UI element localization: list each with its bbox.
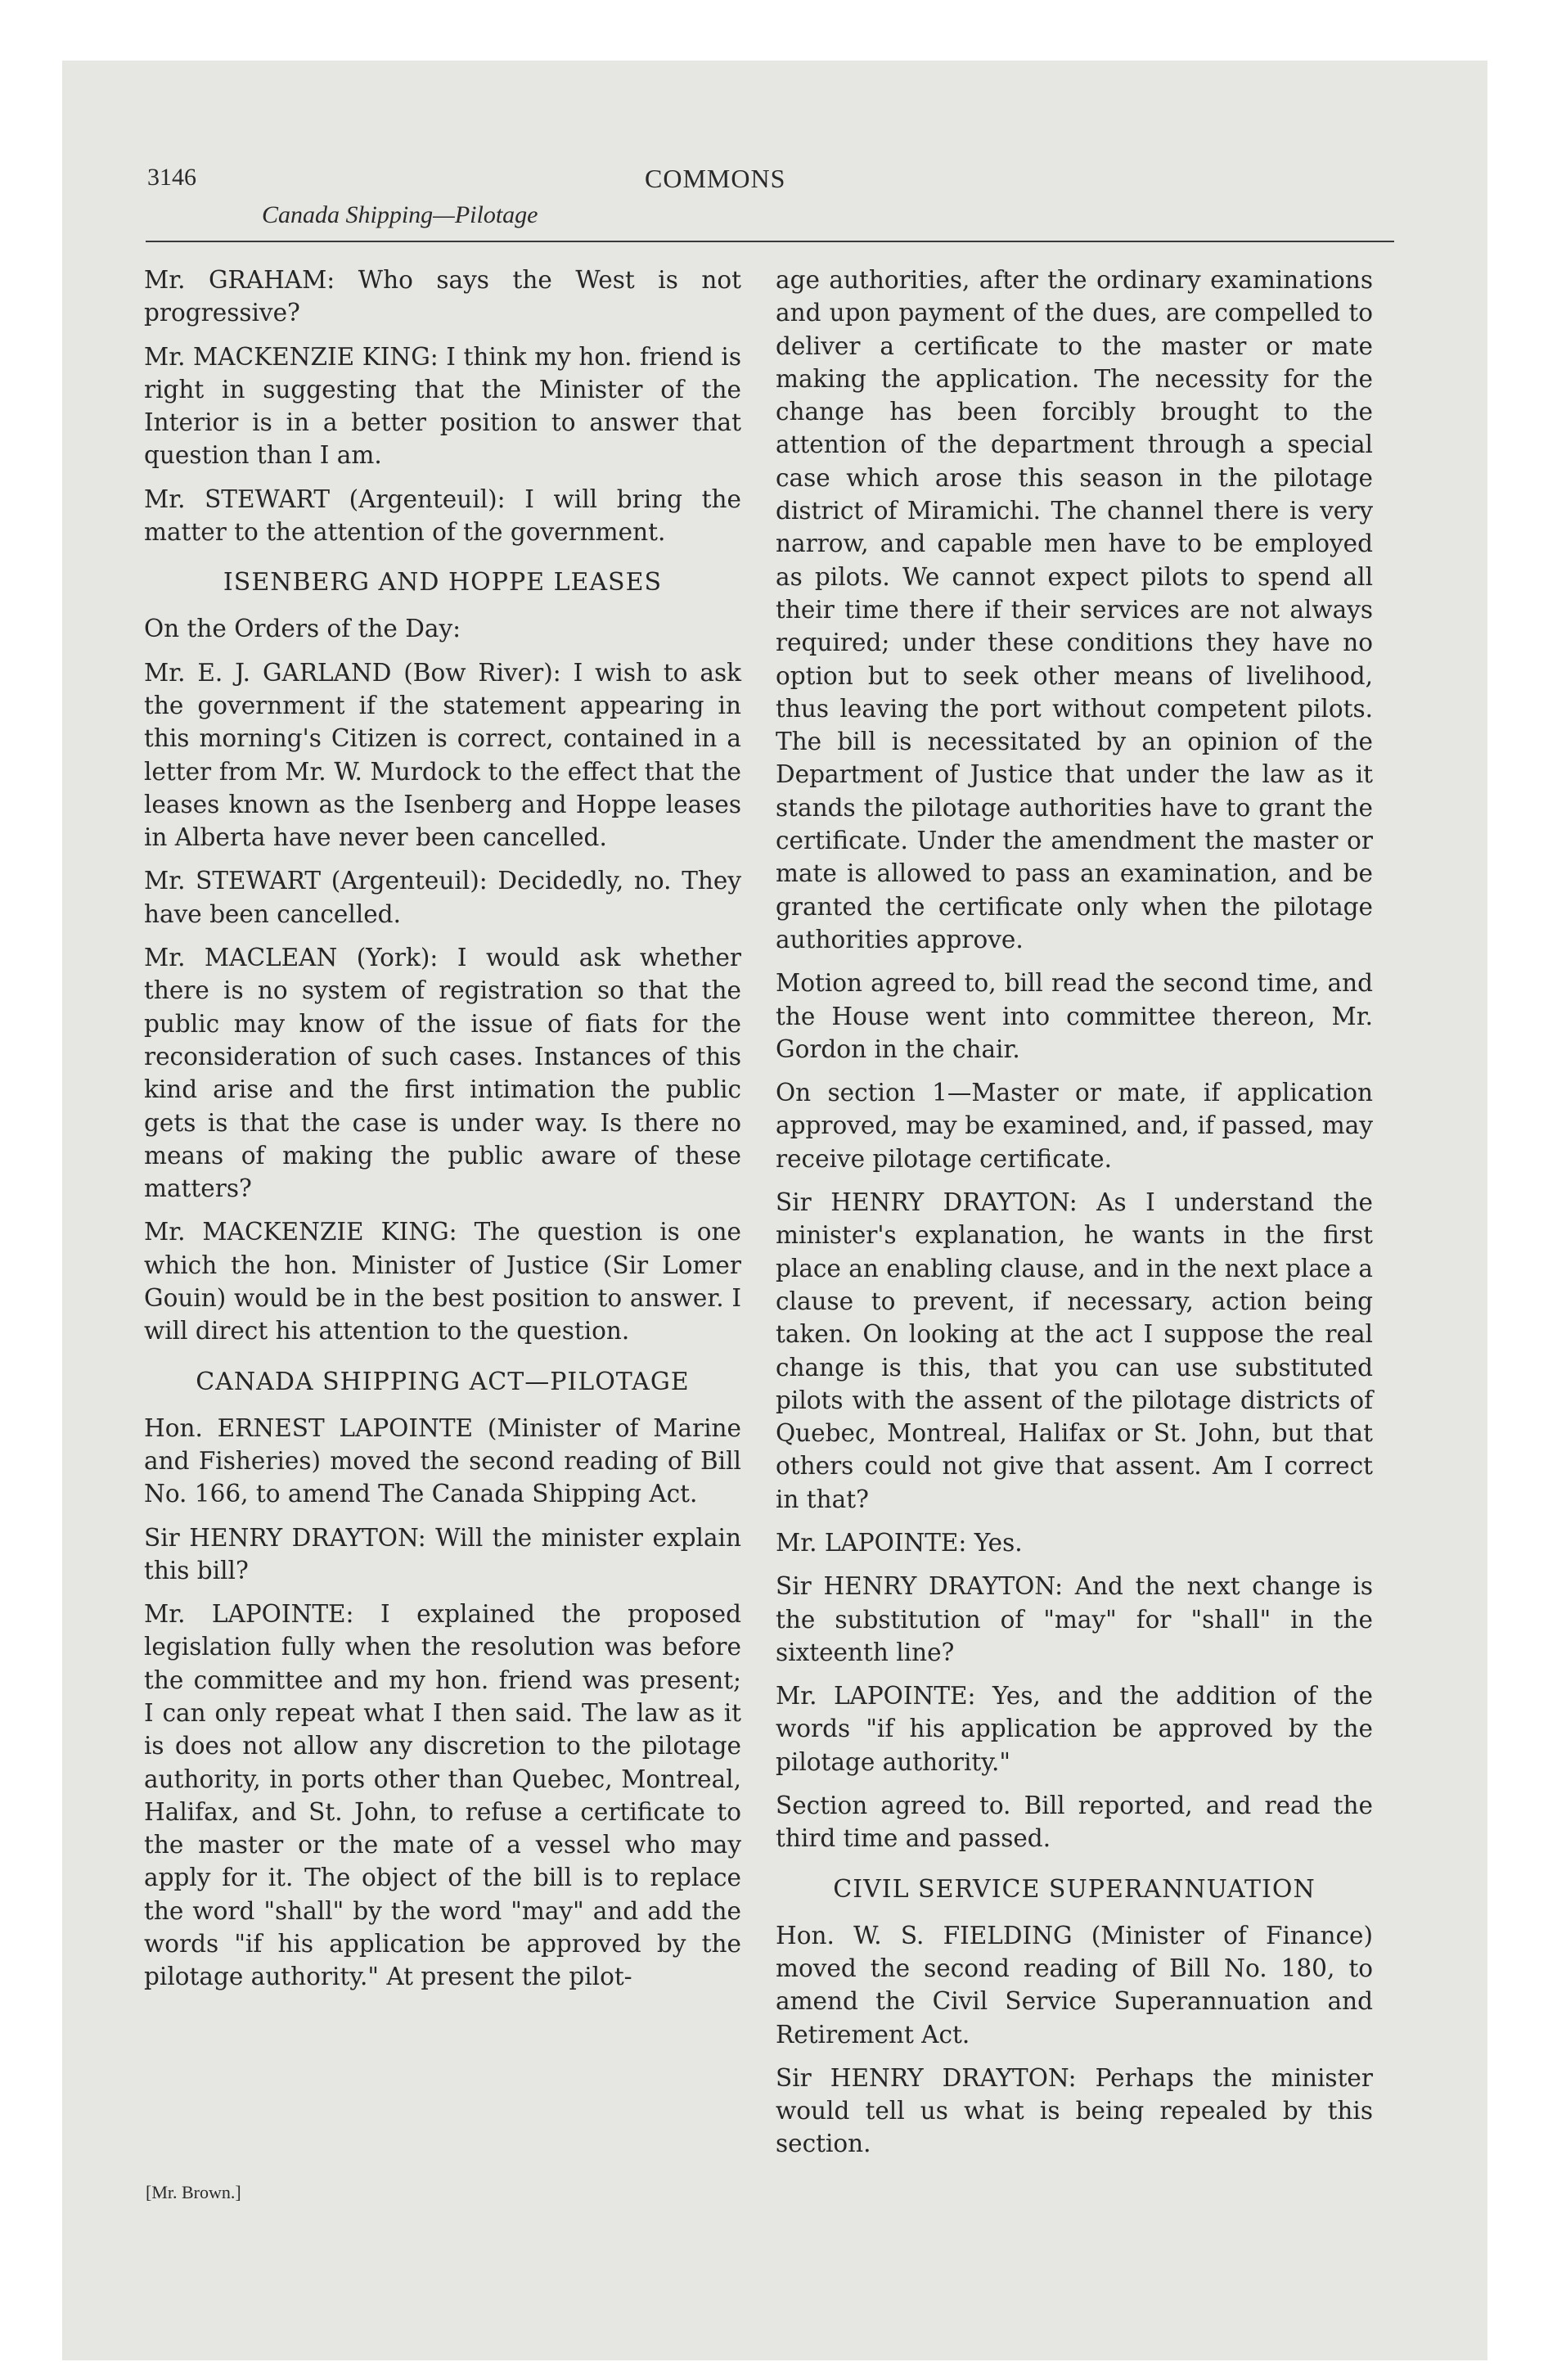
paragraph: age authorities, after the ordinary examinations and upon payment of the dues, are compelled to deliver a certificate to the master or mate making the application. The necessity for the change has been forcibly brought to the attention of the department through a special case which arose this season in the pilotage district of Miramichi. The channel there is very narrow, and capable men have to be employed as pilots. We cannot expect pilots to spend all their time there if their services are not always required; under these conditions they have no option but to seek other means of livelihood, thus leaving the port without competent pilots. The bill is necessitated by an opinion of the Department of Justice that under the law as it stands the pilotage authorities have to grant the certificate. Under the amendment the master or mate is allowed to pass an examination, and be granted the certificate only when the pilotage authorities approve.: [776, 266, 1373, 953]
paragraph: Section agreed to. Bill reported, and read the third time and passed.: [776, 1792, 1373, 1853]
paragraph: Hon. ERNEST LAPOINTE (Minister of Marine and Fisheries) moved the second reading of Bill No. 166, to amend The Canada Shipping Act.: [144, 1413, 741, 1508]
paragraph: Mr. MACKENZIE KING: I think my hon. friend is right in suggesting that the Minister of the Interior is in a better position to answer that question than I am.: [144, 342, 741, 470]
speaker-footnote: [Mr. Brown.]: [146, 2182, 241, 2202]
paragraph: Motion agreed to, bill read the second time, and the House went into committee thereon, Mr. Gordon in the chair.: [776, 969, 1373, 1063]
paragraph: On section 1—Master or mate, if application approved, may be examined, and, if passed, may receive pilotage certificate.: [776, 1079, 1373, 1173]
running-subject: Canada Shipping—Pilotage: [262, 201, 538, 228]
paragraph: Sir HENRY DRAYTON: As I understand the minister's explanation, he wants in the first place an enabling clause, and in the next place a clause to prevent, if necessary, action being taken. On looking at the act I suppose the real change is this, that you can use substituted pilots with the assent of the pilotage districts of Quebec, Montreal, Halifax or St. John, but that others could not give that assent. Am I correct in that?: [776, 1188, 1373, 1513]
paragraph: Mr. GRAHAM: Who says the West is not progressive?: [144, 266, 741, 327]
page-header: [146, 164, 1393, 237]
running-chamber: COMMONS: [645, 164, 786, 193]
paragraph: Mr. STEWART (Argenteuil): Decidedly, no. They have been cancelled.: [144, 867, 741, 928]
section-heading: CANADA SHIPPING ACT—PILOTAGE: [196, 1367, 690, 1396]
paragraph: Mr. MACKENZIE KING: The question is one which the hon. Minister of Justice (Sir Lomer Gouin) would be in the best position to answer. I will direct his attention to the question.: [144, 1218, 741, 1346]
header-rule: [146, 241, 1394, 242]
paragraph: On the Orders of the Day:: [144, 615, 461, 643]
right-column: [776, 264, 1373, 2171]
page-number: 3146: [147, 164, 196, 191]
left-column: [144, 264, 741, 2004]
paragraph: Mr. LAPOINTE: I explained the proposed legislation fully when the resolution was before the committee and my hon. friend was present; I can only repeat what I then said. The law as it is does not allow any discretion to the pilotage authority, in ports other than Quebec, Montreal, Halifax, and St. John, to refuse a certificate to the master or the mate of a vessel who may apply for it. The object of the bill is to replace the word "shall" by the word "may" and add the words "if his application be approved by the pilotage authority." At present the pilot-: [144, 1600, 741, 1991]
section-heading: ISENBERG AND HOPPE LEASES: [223, 568, 663, 597]
paragraph: Sir HENRY DRAYTON: Will the minister explain this bill?: [144, 1523, 741, 1584]
paragraph: Mr. E. J. GARLAND (Bow River): I wish to ask the government if the statement appearing in this morning's Citizen is correct, contained in a letter from Mr. W. Murdock to the effect that the leases known as the Isenberg and Hoppe leases in Alberta have never been cancelled.: [144, 658, 741, 852]
paragraph: Hon. W. S. FIELDING (Minister of Finance) moved the second reading of Bill No. 180, to amend the Civil Service Superannuation and Retirement Act.: [776, 1921, 1373, 2049]
paragraph: Mr. STEWART (Argenteuil): I will bring the matter to the attention of the government.: [144, 485, 741, 547]
paragraph: Sir HENRY DRAYTON: And the next change is the substitution of "may" for "shall" in the sixteenth line?: [776, 1572, 1373, 1666]
paragraph: Mr. LAPOINTE: Yes.: [776, 1528, 1023, 1557]
paragraph: Sir HENRY DRAYTON: Perhaps the minister would tell us what is being repealed by this section.: [776, 2063, 1373, 2158]
paragraph: Mr. MACLEAN (York): I would ask whether there is no system of registration so that the public may know of the issue of fiats for the reconsideration of such cases. Instances of this kind arise and the first intimation the public gets is that the case is under way. Is there no means of making the public aware of these matters?: [144, 944, 741, 1203]
paragraph: Mr. LAPOINTE: Yes, and the addition of the words "if his application be approved by the pilotage authority.": [776, 1682, 1373, 1776]
section-heading: CIVIL SERVICE SUPERANNUATION: [833, 1874, 1316, 1904]
